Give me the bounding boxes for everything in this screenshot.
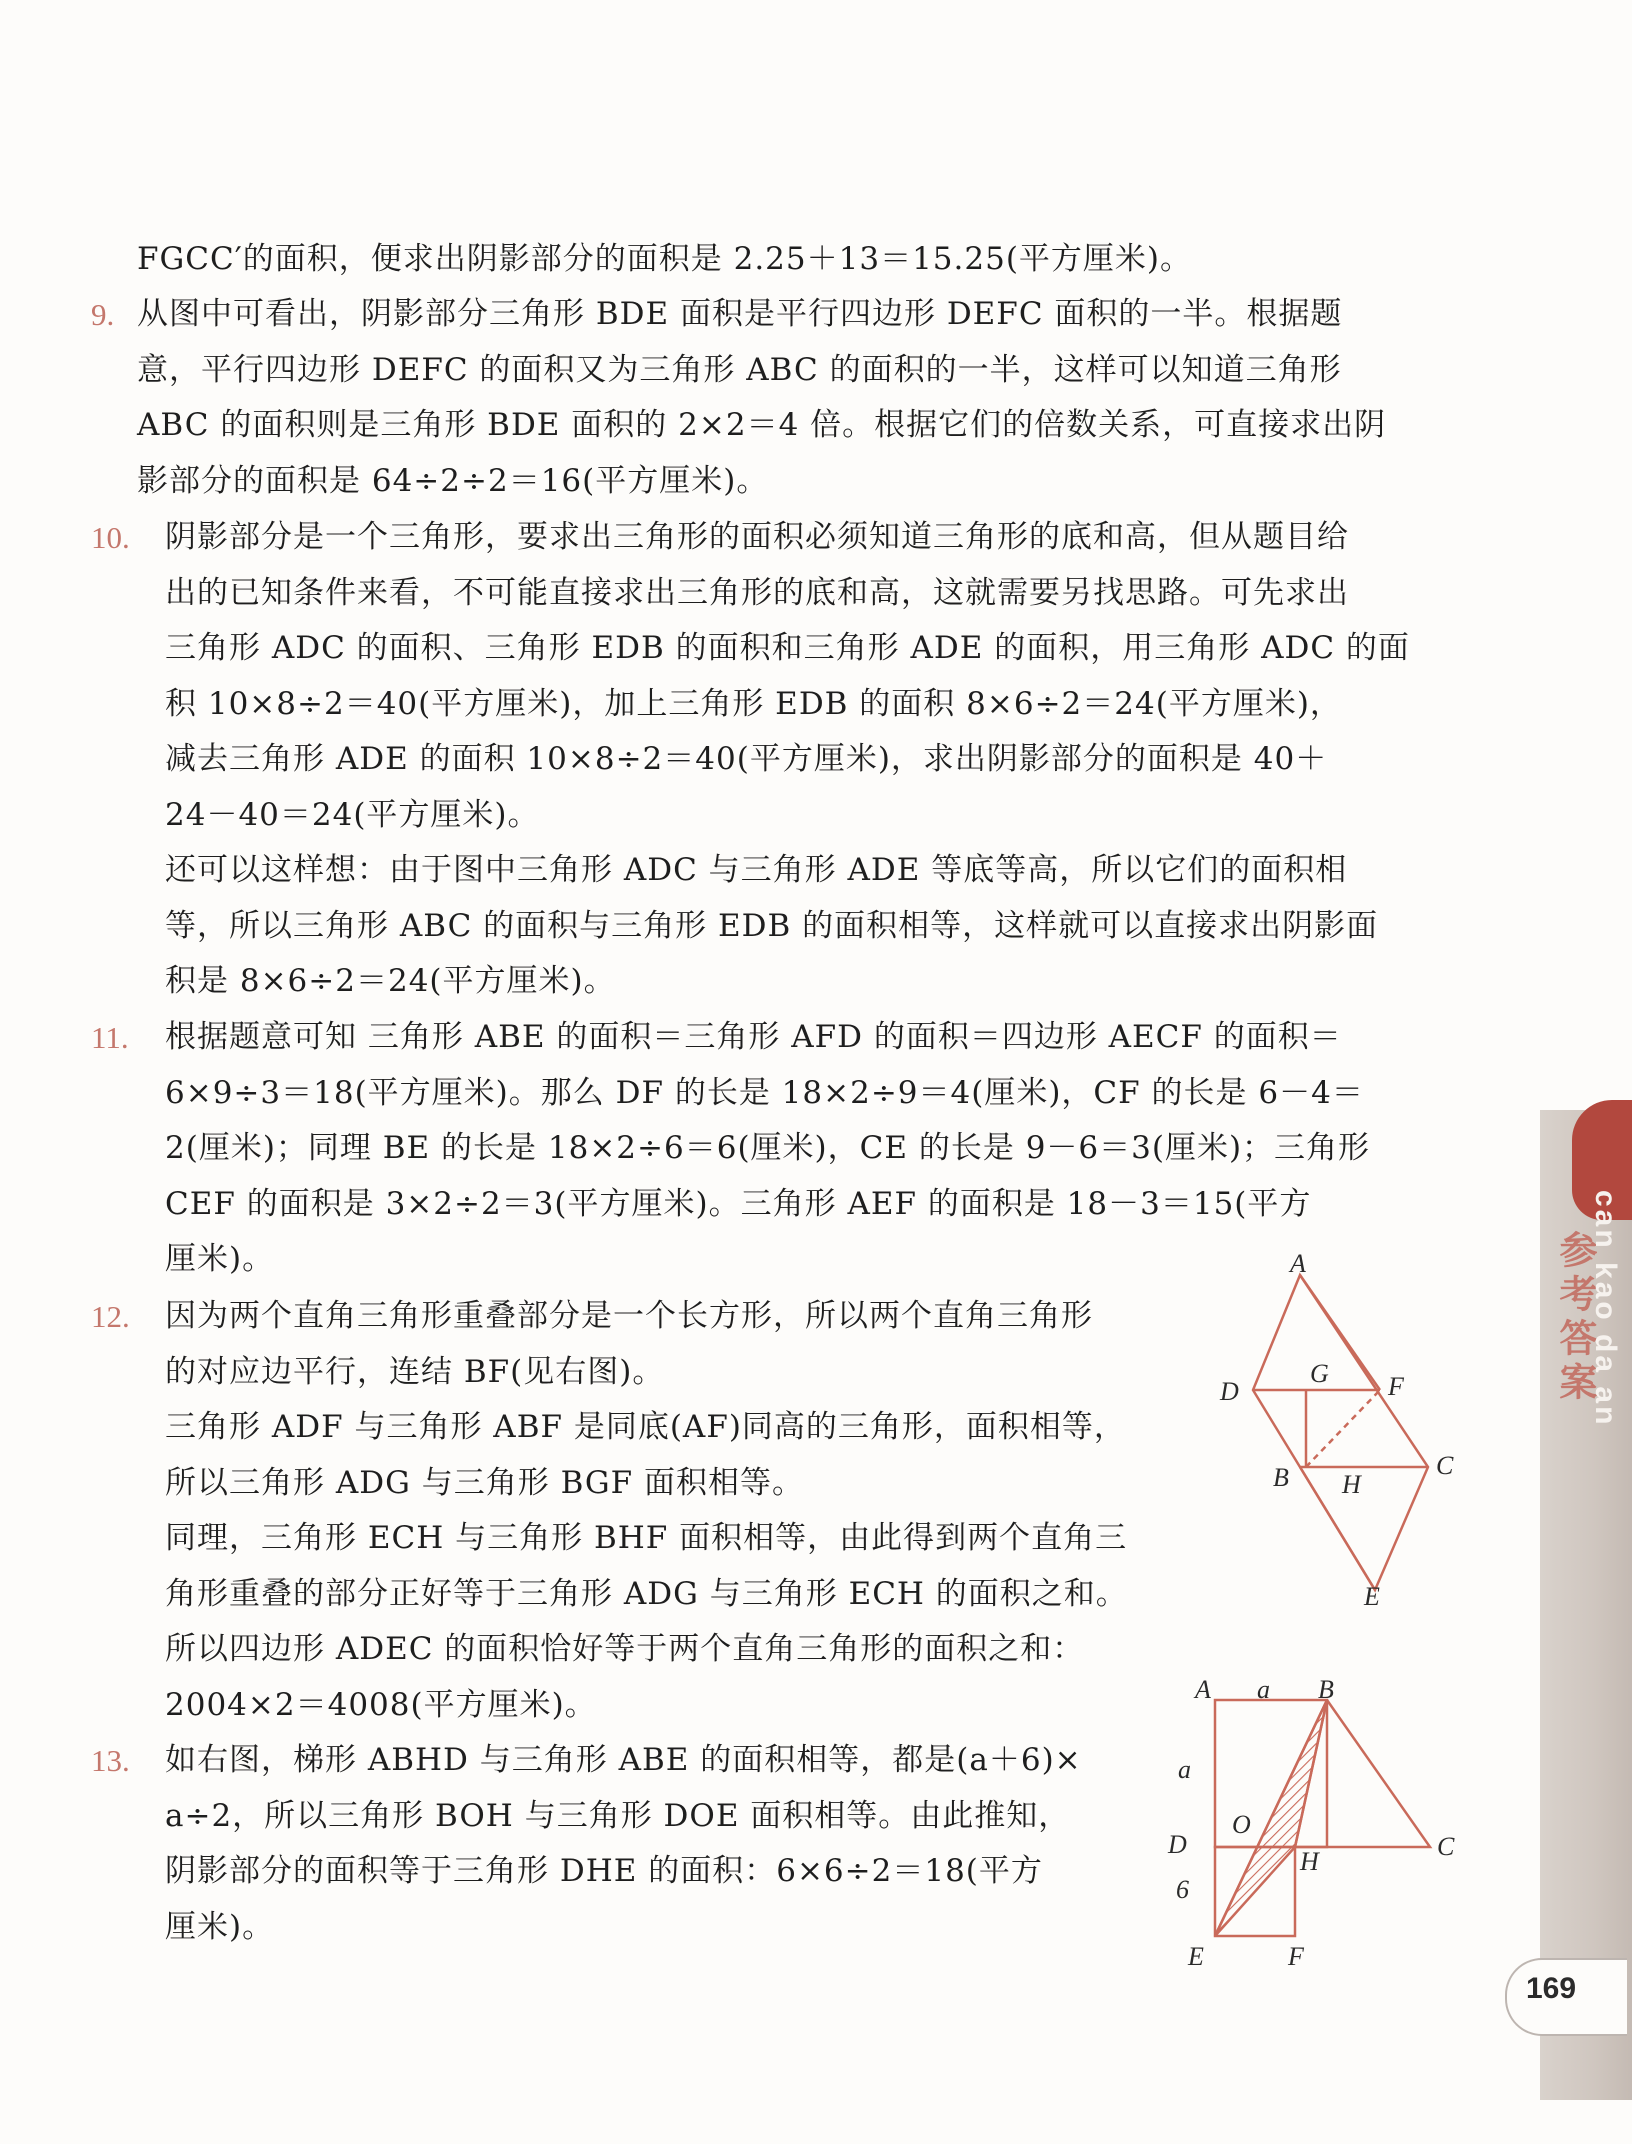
figure-13-label-d: D (1168, 1830, 1187, 1859)
text-line: 从图中可看出，阴影部分三角形 BDE 面积是平行四边形 DEFC 面积的一半。根据题 (137, 296, 1343, 332)
answer-12 (165, 1289, 1195, 1400)
answer-10-alternative (165, 843, 1457, 1010)
figure-13-label-h: H (1300, 1847, 1319, 1876)
item-number-12: 12. (91, 1299, 130, 1334)
text-line: 影部分的面积是 64÷2÷2＝16(平方厘米)。 (137, 462, 769, 499)
figure-13-label-f: F (1288, 1942, 1304, 1971)
figure-13-label-b: B (1318, 1675, 1334, 1704)
page-number: 169 (1526, 1972, 1577, 2005)
text-line: 还可以这样想：由于图中三角形 ADC 与三角形 ADE 等底等高，所以它们的面积相 (165, 852, 1348, 888)
figure-12-label-c: C (1436, 1451, 1454, 1480)
figure-13-label-a-left: a (1178, 1755, 1191, 1784)
text-line: 出的已知条件来看，不可能直接求出三角形的底和高，这就需要另找思路。可先求出 (165, 574, 1349, 611)
text-line: CEF 的面积是 3×2÷2＝3(平方厘米)。三角形 AEF 的面积是 18－3＝15(平方 (165, 1185, 1312, 1222)
text-line: 所以三角形 ADG 与三角形 BGF 面积相等。 (165, 1464, 805, 1501)
item-number-9: 9. (91, 297, 115, 332)
figure-13-label-6: 6 (1176, 1875, 1189, 1904)
figure-12-label-e: E (1364, 1582, 1380, 1611)
figure-12-label-f: F (1388, 1372, 1404, 1401)
text-line: 意，平行四边形 DEFC 的面积又为三角形 ABC 的面积的一半，这样可以知道三角形 (137, 351, 1342, 388)
text-line: 的对应边平行，连结 BF(见右图)。 (165, 1353, 665, 1390)
text-line: 阴影部分是一个三角形，要求出三角形的面积必须知道三角形的底和高，但从题目给 (165, 519, 1349, 555)
figure-12-label-b: B (1273, 1463, 1289, 1492)
item-number-11: 11. (91, 1020, 129, 1055)
figure-12-label-g: G (1310, 1359, 1329, 1388)
figure-13-label-c: C (1437, 1832, 1455, 1861)
paragraph-continuation (137, 232, 1457, 288)
item-number-13: 13. (91, 1743, 130, 1778)
text-line: 厘米)。 (165, 1908, 275, 1945)
text-line: 三角形 ADF 与三角形 ABF 是同底(AF)同高的三角形，面积相等， (165, 1409, 1126, 1445)
text-line: a÷2，所以三角形 BOH 与三角形 DOE 面积相等。由此推知， (165, 1797, 1071, 1834)
figure-13-label-o: O (1232, 1810, 1251, 1839)
figure-12-label-h: H (1342, 1470, 1361, 1499)
text-line: 厘米)。 (165, 1241, 275, 1277)
side-tab-pinyin: can kao da an (1589, 1190, 1622, 1428)
text-line: 24－40＝24(平方厘米)。 (165, 796, 540, 833)
answer-12-step-1 (165, 1400, 1195, 1511)
text-line: FGCC′的面积，便求出阴影部分的面积是 2.25＋13＝15.25(平方厘米)。 (137, 241, 1193, 277)
text-line: 积 10×8÷2＝40(平方厘米)，加上三角形 EDB 的面积 8×6÷2＝24(平方厘米)， (165, 685, 1342, 722)
answer-12-step-2 (165, 1511, 1195, 1622)
text-line: 2004×2＝4008(平方厘米)。 (165, 1686, 597, 1723)
text-line: 根据题意可知 三角形 ABE 的面积＝三角形 AFD 的面积＝四边形 AECF 的面积＝ (165, 1019, 1342, 1055)
figure-12-line-bf (1306, 1390, 1380, 1467)
item-number-10: 10. (91, 520, 130, 555)
figure-13-diagram (1160, 1670, 1480, 1980)
figure-13-label-a-top: a (1257, 1675, 1270, 1704)
text-line: 所以四边形 ADEC 的面积恰好等于两个直角三角形的面积之和： (165, 1631, 1085, 1667)
text-line: 同理，三角形 ECH 与三角形 BHF 面积相等，由此得到两个直角三 (165, 1520, 1128, 1556)
figure-12-line-be (1300, 1467, 1375, 1590)
text-line: 如右图，梯形 ABHD 与三角形 ABE 的面积相等，都是(a＋6)× (165, 1742, 1082, 1778)
figure-12-label-d: D (1220, 1377, 1239, 1406)
text-line: ABC 的面积则是三角形 BDE 面积的 2×2＝4 倍。根据它们的倍数关系，可直接求出阴 (137, 407, 1387, 443)
text-line: 积是 8×6÷2＝24(平方厘米)。 (165, 963, 616, 999)
answer-13 (165, 1733, 1150, 1955)
figure-13-label-a: A (1195, 1675, 1211, 1704)
figure-12-diagram (1200, 1240, 1480, 1620)
text-line: 减去三角形 ADE 的面积 10×8÷2＝40(平方厘米)，求出阴影部分的面积是 40＋ (165, 741, 1328, 777)
text-line: 2(厘米)；同理 BE 的长是 18×2÷6＝6(厘米)，CE 的长是 9－6＝3(厘米)；三角形 (165, 1130, 1371, 1166)
answer-10 (165, 510, 1457, 843)
text-line: 6×9÷3＝18(平方厘米)。那么 DF 的长是 18×2÷9＝4(厘米)，CF 的长是 6－4＝ (165, 1074, 1364, 1111)
figure-12-label-a: A (1290, 1249, 1306, 1278)
figure-13-label-e: E (1188, 1942, 1204, 1971)
answer-12-step-3 (165, 1622, 1195, 1733)
text-line: 因为两个直角三角形重叠部分是一个长方形，所以两个直角三角形 (165, 1298, 1093, 1334)
side-tab-title: 参考答案 (1553, 1230, 1598, 1406)
answer-9 (137, 287, 1457, 509)
text-line: 阴影部分的面积等于三角形 DHE 的面积：6×6÷2＝18(平方 (165, 1853, 1043, 1889)
text-line: 三角形 ADC 的面积、三角形 EDB 的面积和三角形 ADE 的面积，用三角形 ADC 的面 (165, 630, 1410, 666)
text-line: 角形重叠的部分正好等于三角形 ADG 与三角形 ECH 的面积之和。 (165, 1575, 1128, 1612)
text-line: 等，所以三角形 ABC 的面积与三角形 EDB 的面积相等，这样就可以直接求出阴影面 (165, 907, 1379, 944)
